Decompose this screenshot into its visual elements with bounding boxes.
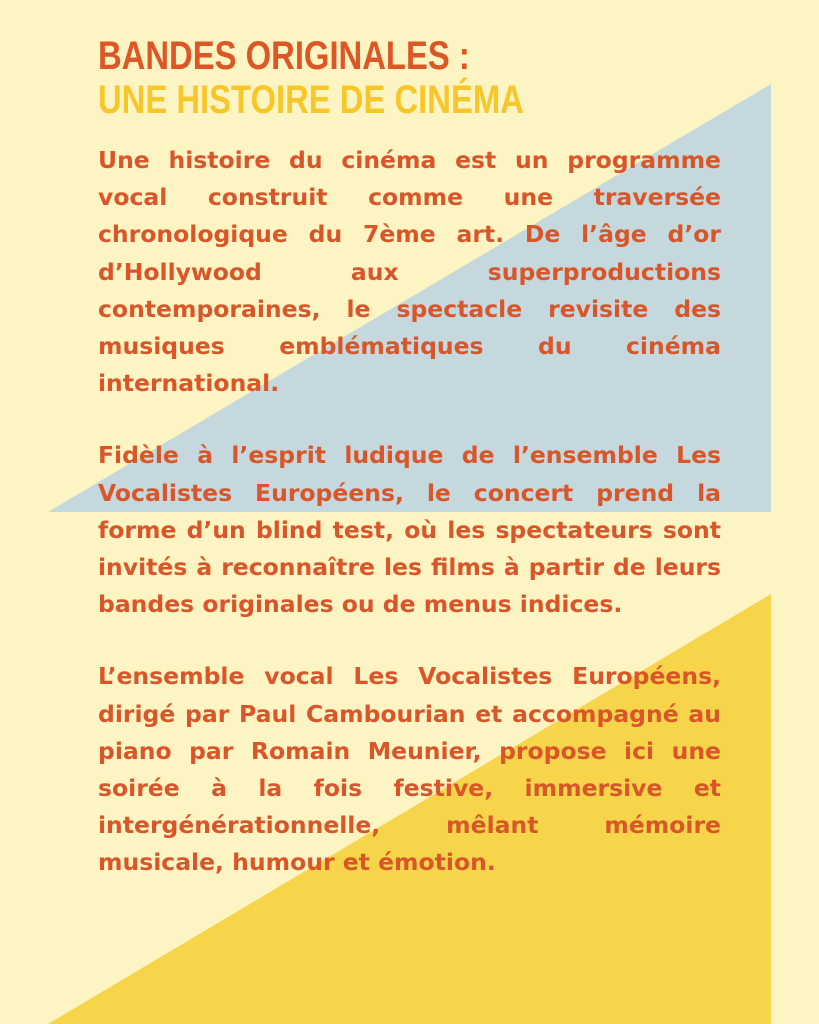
title-line-secondary: UNE HISTOIRE DE CINÉMA <box>98 78 524 122</box>
page-title <box>98 36 609 120</box>
paragraph-blind-test: Fidèle à l’esprit ludique de l’ensemble Les Vocalistes Européens, le concert prend la forme d’un blind test, où les spectateurs sont invités à reconnaître les films à partir de leurs bandes originales ou de menus indices. <box>98 441 721 619</box>
main-content <box>98 36 721 882</box>
paragraph-intro: Une histoire du cinéma est un programme vocal construit comme une traversée chronologique du 7ème art. De l’âge d’or d’Hollywood aux superproductions contemporaines, le spectacle revisite des musiques emblématiques du cinéma international. <box>98 146 721 398</box>
body-text <box>98 142 721 882</box>
title-line-primary: BANDES ORIGINALES : <box>98 34 470 78</box>
paragraph-ensemble: L’ensemble vocal Les Vocalistes Européens, dirigé par Paul Cambourian et accompagné au piano par Romain Meunier, propose ici une soirée à la fois festive, immersive et intergénérationnelle, mêlant mémoire musicale, humour et émotion. <box>98 662 721 877</box>
